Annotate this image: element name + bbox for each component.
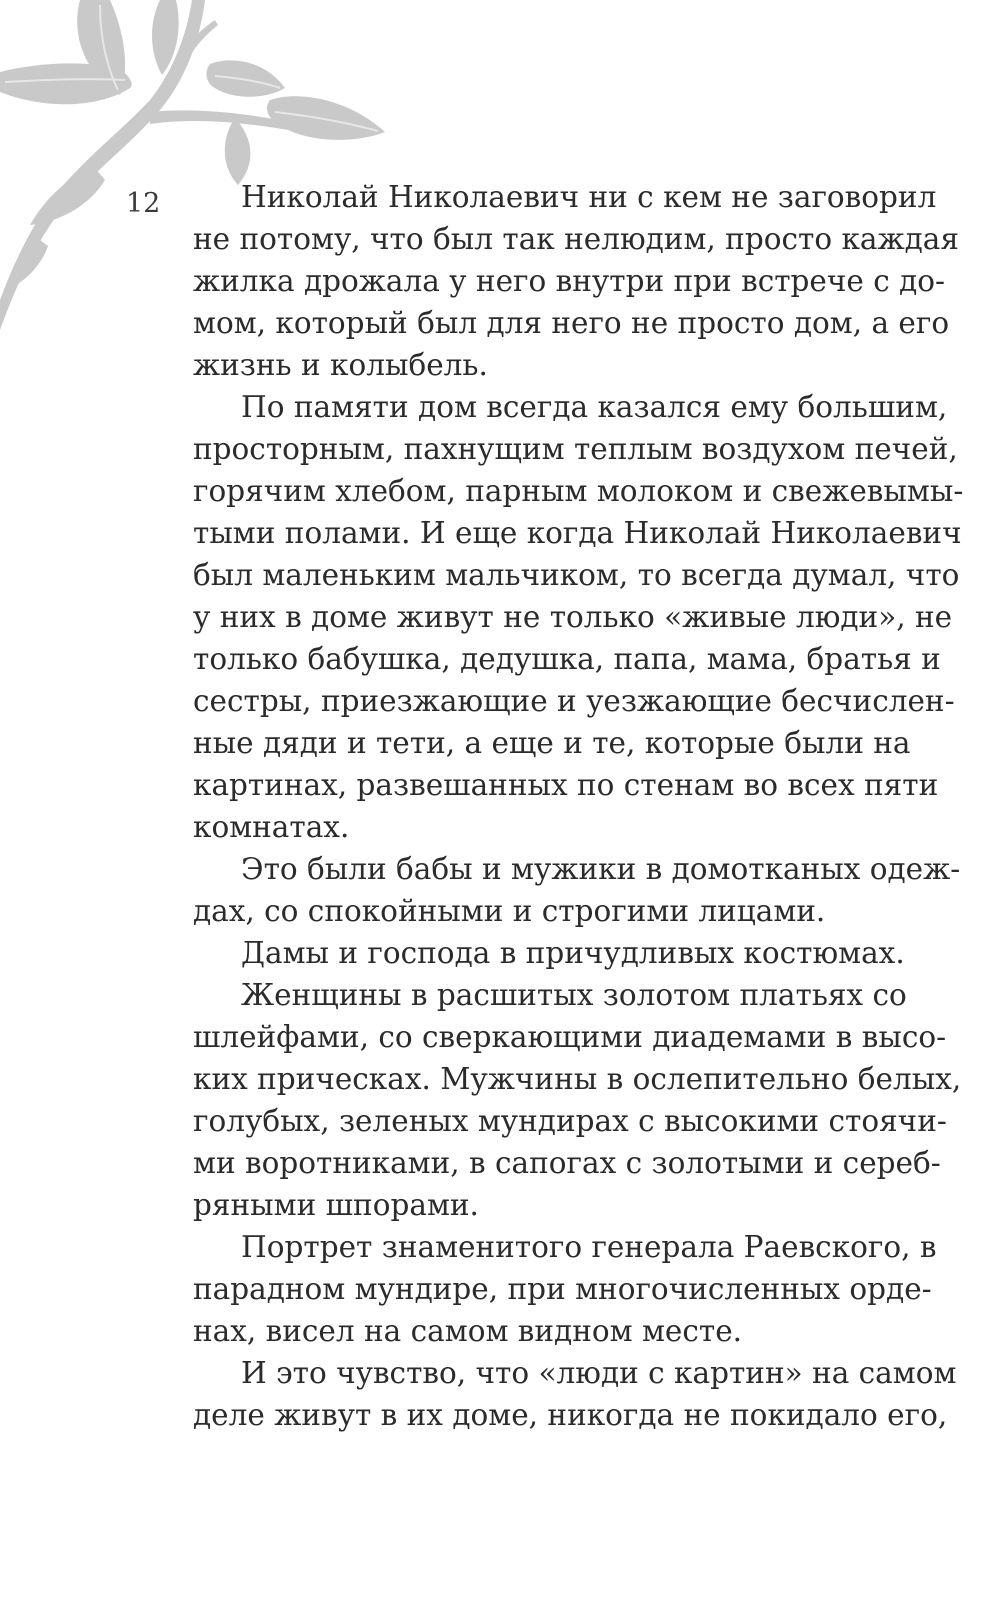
text-line: По памяти дом всегда казался ему большим, (241, 390, 948, 424)
text-line: Николай Николаевич ни с кем не заговорил (241, 180, 937, 214)
text-line: просторным, пахнущим теплым воздухом печей, (193, 432, 958, 466)
text-line: ких прическах. Мужчины в ослепительно белых, (193, 1062, 962, 1096)
text-line: сестры, приезжающие и уезжающие бесчислен- (193, 684, 955, 718)
text-line: Дамы и господа в причудливых костюмах. (241, 936, 905, 970)
text-line: картинах, развешанных по стенам во всех пяти (193, 768, 939, 802)
paragraph (193, 932, 905, 974)
text-line: только бабушка, дедушка, папа, мама, братья и (193, 642, 941, 676)
paragraph (193, 974, 962, 1226)
paragraph (193, 386, 964, 848)
text-line: Портрет знаменитого генерала Раевского, в (241, 1230, 937, 1264)
text-line: мом, который был для него не просто дом, а его (193, 306, 950, 340)
text-line: тыми полами. И еще когда Николай Николаевич (193, 516, 962, 550)
text-line: шлейфами, со сверкающими диадемами в высо- (193, 1020, 947, 1054)
text-line: деле живут в их доме, никогда не покидало его, (193, 1398, 948, 1432)
text-line: Это были бабы и мужики в домотканых одеж- (241, 852, 961, 886)
body-text (193, 176, 964, 1436)
text-line: горячим хлебом, парным молоком и свежевымы- (193, 474, 964, 508)
page-number: 12 (126, 188, 161, 219)
text-line: нах, висел на самом видном месте. (193, 1314, 743, 1348)
text-line: комнатах. (193, 810, 350, 844)
text-line: голубых, зеленых мундирах с высокими стоячи- (193, 1104, 947, 1138)
text-line: жизнь и колыбель. (193, 348, 488, 382)
paragraph (193, 1352, 957, 1436)
text-line: не потому, что был так нелюдим, просто каждая (193, 222, 959, 256)
paragraph (193, 848, 961, 932)
paragraph (193, 1226, 937, 1352)
text-line: дах, со спокойными и строгими лицами. (193, 894, 826, 928)
paragraph (193, 176, 959, 386)
text-line: ми воротниками, в сапогах с золотыми и сереб- (193, 1146, 941, 1180)
text-line: был маленьким мальчиком, то всегда думал, что (193, 558, 960, 592)
text-line: у них в доме живут не только «живые люди», не (193, 600, 953, 634)
text-line: парадном мундире, при многочисленных орде- (193, 1272, 932, 1306)
text-line: Женщины в расшитых золотом платьях со (241, 978, 907, 1012)
text-line: ряными шпорами. (193, 1188, 479, 1222)
text-line: ные дяди и тети, а еще и те, которые были на (193, 726, 911, 760)
text-line: И это чувство, что «люди с картин» на самом (241, 1356, 957, 1390)
text-line: жилка дрожала у него внутри при встрече с до- (193, 264, 946, 298)
